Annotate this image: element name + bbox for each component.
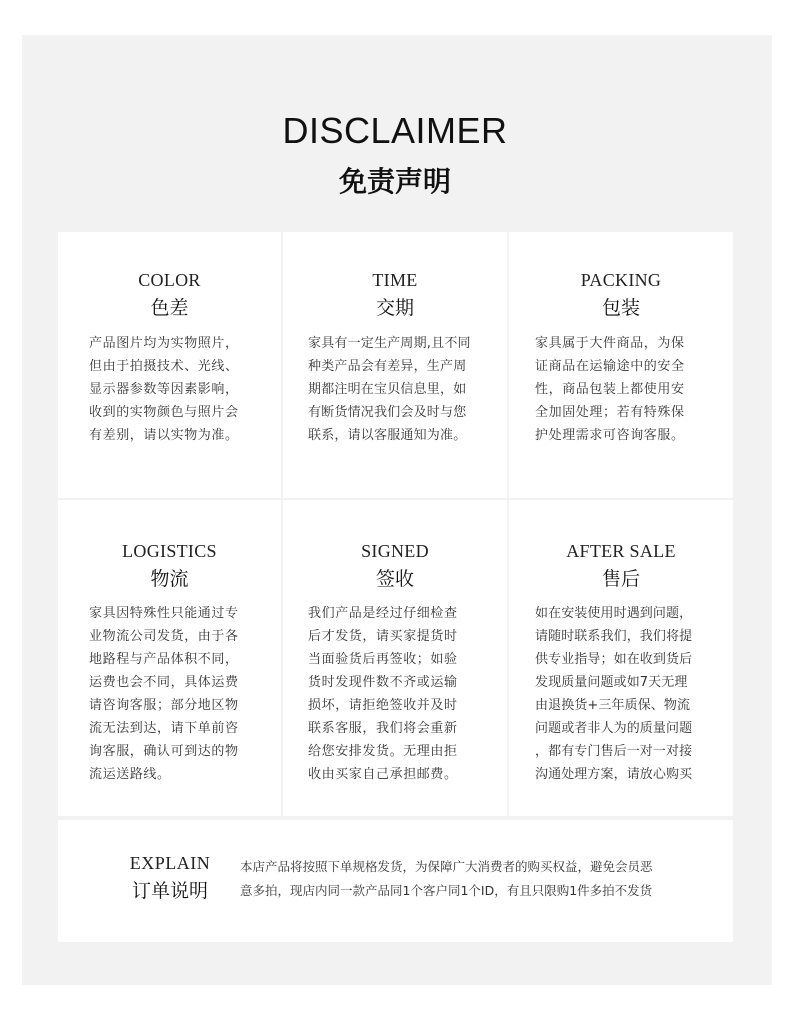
card-body: 如在安装使用时遇到问题， 请随时联系我们，我们将提 供专业指导；如在收到货后 发现质量问题或如7天无理 由退换货+三年质保、物流 问题或者非人为的质量问题 ，都有专门售后一对一对接 沟通处理方案，请放心购买	[535, 606, 693, 782]
page-title-cn: 免责声明	[338, 165, 451, 198]
card-title-cn: 签收	[375, 568, 414, 590]
card-body: 产品图片均为实物照片， 但由于拍摄技术、光线、 显示器参数等因素影响， 收到的实物颜色与照片会 有差别，请以实物为准。	[89, 336, 239, 443]
card-title-cn: 售后	[601, 568, 640, 590]
card-signed	[283, 500, 507, 816]
explain-title-en: EXPLAIN	[129, 853, 211, 873]
card-title-en: LOGISTICS	[122, 541, 217, 561]
card-title-cn: 交期	[375, 297, 414, 319]
explain-body: 本店产品将按照下单规格发货，为保障广大消费者的购买权益，避免会员恶 意多拍，现店内同一款产品同1个客户同1个ID，有且只限购1件多拍不发货	[240, 859, 653, 898]
card-title-cn: 物流	[150, 568, 189, 590]
card-time	[283, 232, 507, 498]
card-title-en: AFTER SALE	[566, 541, 676, 561]
card-body: 家具有一定生产周期,且不同 种类产品会有差异，生产周 期都注明在宝贝信息里，如 有断货情况我们会及时与您 联系，请以客服通知为准。	[308, 336, 471, 443]
card-logistics	[58, 500, 281, 816]
card-body: 我们产品是经过仔细检查 后才发货，请买家提货时 当面验货后再签收；如验 货时发现件数不齐或运输 损坏，请拒绝签收并及时 联系客服，我们将会重新 给您安排发货。无理由拒 收由买家自己承担邮费。	[308, 606, 458, 782]
card-after-sale	[509, 500, 733, 816]
card-title-en: PACKING	[580, 270, 662, 290]
card-title-en: TIME	[372, 270, 418, 290]
page-title: DISCLAIMER	[282, 110, 508, 151]
card-title-cn: 包装	[601, 297, 640, 319]
card-title-en: SIGNED	[361, 541, 429, 561]
card-body: 家具属于大件商品，为保 证商品在运输途中的安全 性，商品包装上都使用安 全加固处理；若有特殊保 护处理需求可咨询客服。	[535, 336, 685, 443]
card-color	[58, 232, 281, 498]
card-packing	[509, 232, 733, 498]
card-title-cn: 色差	[150, 297, 189, 319]
card-body: 家具因特殊性只能通过专 业物流公司发货，由于各 地路程与产品体积不同， 运费也会不同，具体运费 请咨询客服；部分地区物 流无法到达，请下单前咨 询客服，确认可到达的物 流运送路线。	[89, 606, 239, 782]
card-title-en: COLOR	[138, 270, 201, 290]
explain-title-cn: 订单说明	[131, 880, 208, 902]
